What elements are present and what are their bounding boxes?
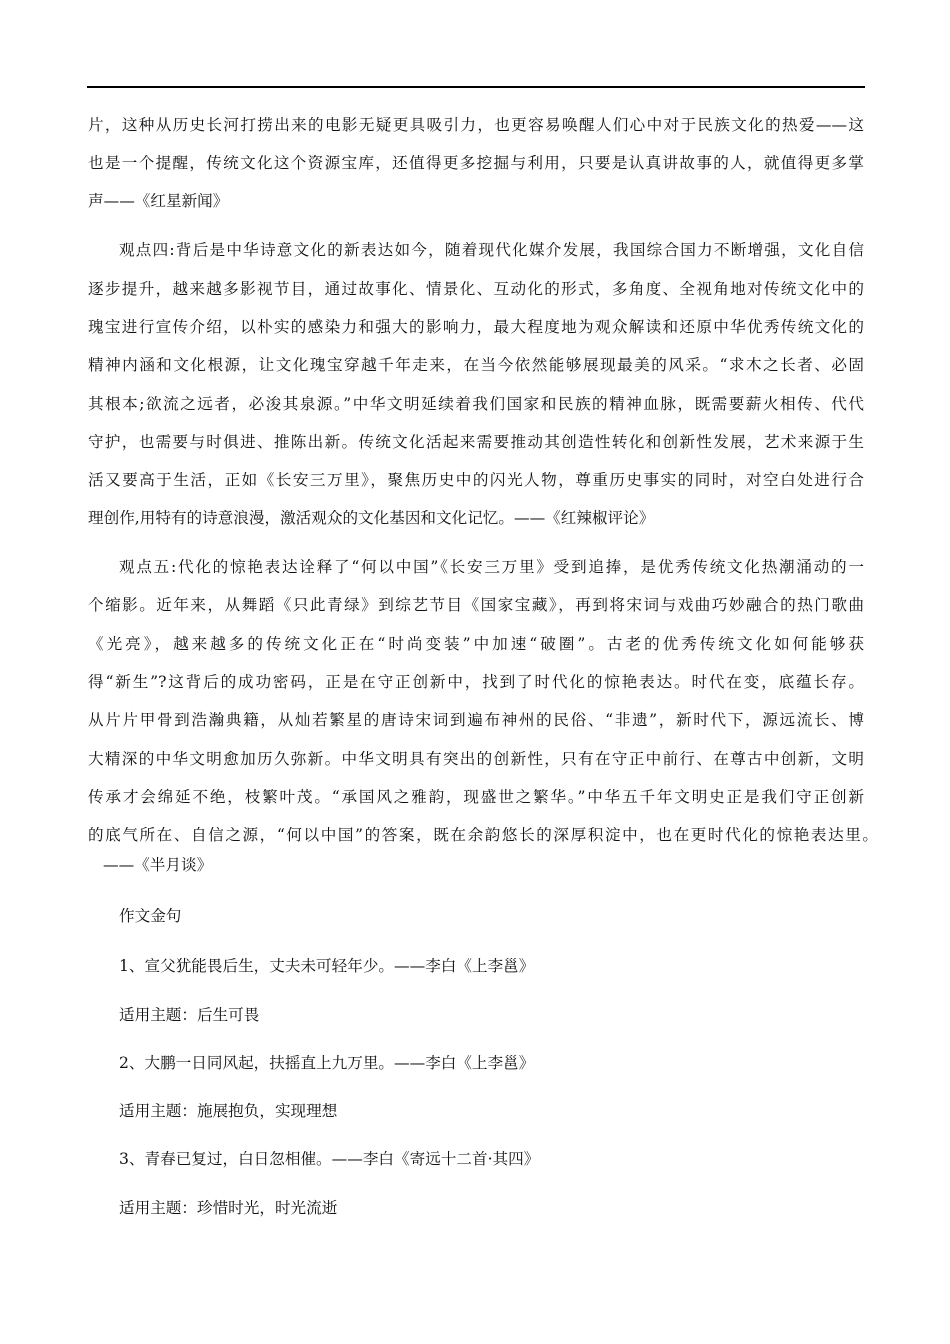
quote-theme: 适用主题：后生可畏 bbox=[119, 1006, 260, 1024]
text-line: 也是一个提醒，传统文化这个资源宝库，还值得更多挖掘与利用，只要是认真讲故事的人，就值得更多掌 bbox=[88, 154, 864, 172]
text-line: 片，这种从历史长河打捞出来的电影无疑更具吸引力，也更容易唤醒人们心中对于民族文化的热爱——这 bbox=[88, 116, 864, 134]
quote-theme: 适用主题：施展抱负，实现理想 bbox=[119, 1102, 338, 1120]
text-line: 精神内涵和文化根源，让文化瑰宝穿越千年走来，在当今依然能够展现最美的风采。“求木之长者、必固 bbox=[88, 356, 864, 374]
text-line: 观点四:背后是中华诗意文化的新表达如今，随着现代化媒介发展，我国综合国力不断增强，文化自信 bbox=[119, 241, 864, 259]
text-line: 理创作,用特有的诗意浪漫，激活观众的文化基因和文化记忆。——《红辣椒评论》 bbox=[88, 509, 655, 527]
text-line: 逐步提升，越来越多影视节目，通过故事化、情景化、互动化的形式，多角度、全视角地对传统文化中的 bbox=[88, 280, 864, 298]
quote-theme: 适用主题：珍惜时光，时光流逝 bbox=[119, 1199, 338, 1217]
quote-item: 1、宣父犹能畏后生，丈夫未可轻年少。——李白《上李邕》 bbox=[119, 957, 535, 975]
text-line: 的底气所在、自信之源，“何以中国”的答案，既在余韵悠长的深厚积淀中，也在更时代化的惊艳表达里。 bbox=[88, 826, 878, 844]
text-line: 守护，也需要与时俱进、推陈出新。传统文化活起来需要推动其创造性转化和创新性发展，艺术来源于生 bbox=[88, 433, 864, 451]
text-line: 从片片甲骨到浩瀚典籍，从灿若繁星的唐诗宋词到遍布神州的民俗、“非遗”，新时代下，源远流长、博 bbox=[88, 711, 864, 729]
quote-item: 2、大鹏一日同风起，扶摇直上九万里。——李白《上李邕》 bbox=[119, 1054, 535, 1072]
section-heading: 作文金句 bbox=[119, 907, 182, 925]
text-line: 声——《红星新闻》 bbox=[88, 192, 229, 210]
source-attribution: ——《半月谈》 bbox=[103, 856, 213, 874]
text-line: 瑰宝进行宣传介绍，以朴实的感染力和强大的影响力，最大程度地为观众解读和还原中华优秀传统文化的 bbox=[88, 318, 864, 336]
header-rule bbox=[87, 86, 865, 88]
text-line: 得“新生”?这背后的成功密码，正是在守正创新中，找到了时代化的惊艳表达。时代在变，底蕴长存。 bbox=[88, 673, 864, 691]
text-line: 传承才会绵延不绝，枝繁叶茂。“承国风之雅韵，现盛世之繁华。”中华五千年文明史正是我们守正创新 bbox=[88, 788, 864, 806]
text-line: 个缩影。近年来，从舞蹈《只此青绿》到综艺节目《国家宝藏》，再到将宋词与戏曲巧妙融合的热门歌曲 bbox=[88, 596, 864, 614]
quote-item: 3、青春已复过，白日忽相催。——李白《寄远十二首·其四》 bbox=[119, 1150, 540, 1168]
text-line: 观点五:代化的惊艳表达诠释了“何以中国”《长安三万里》受到追捧，是优秀传统文化热潮涌动的一 bbox=[119, 558, 864, 576]
text-line: 活又要高于生活，正如《长安三万里》，聚焦历史中的闪光人物，尊重历史事实的同时，对空白处进行合 bbox=[88, 471, 864, 489]
text-line: 《光亮》，越来越多的传统文化正在“时尚变装”中加速“破圈”。古老的优秀传统文化如何能够获 bbox=[88, 635, 864, 653]
text-line: 其根本;欲流之远者，必浚其泉源。”中华文明延续着我们国家和民族的精神血脉，既需要薪火相传、代代 bbox=[88, 395, 864, 413]
text-line: 大精深的中华文明愈加历久弥新。中华文明具有突出的创新性，只有在守正中前行、在尊古中创新，文明 bbox=[88, 750, 864, 768]
